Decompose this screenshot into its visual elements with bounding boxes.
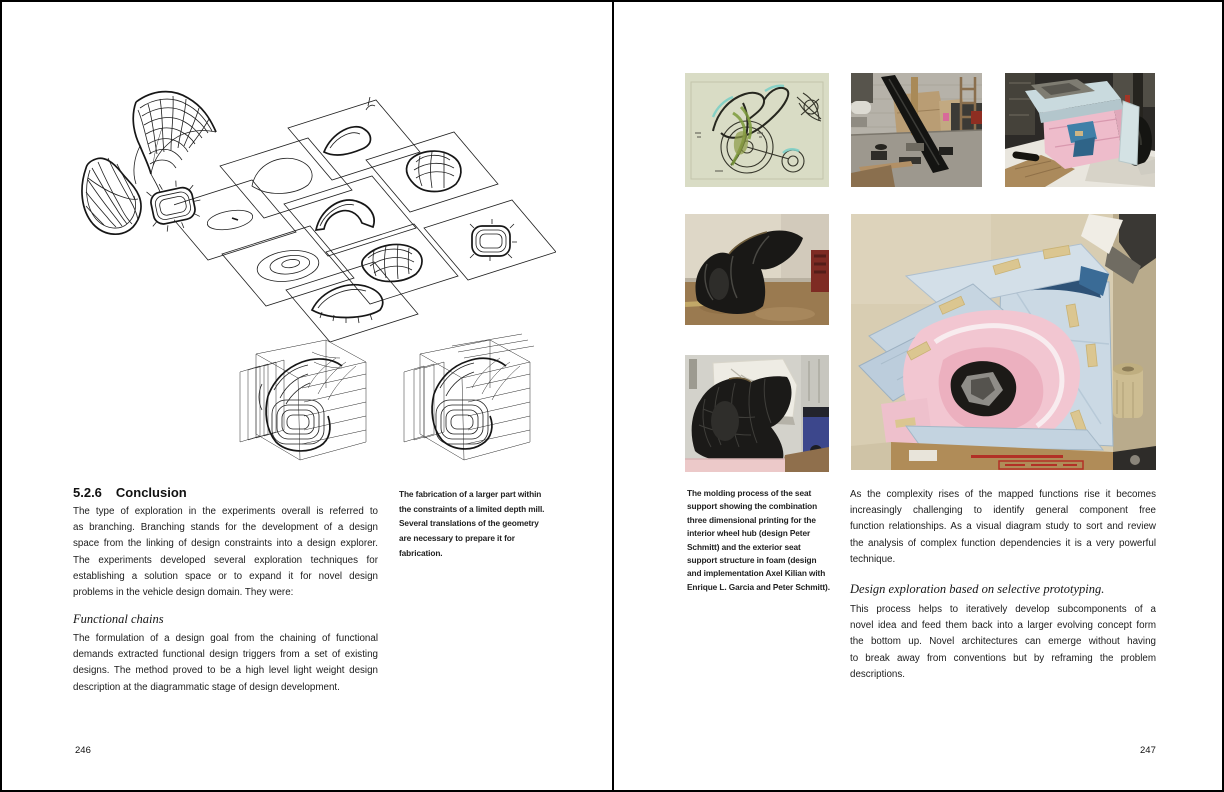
text-line: support showing the combination — [687, 501, 818, 512]
figure-milling-box-wireframe-a — [228, 332, 373, 474]
text-line: fabrication. — [399, 547, 443, 558]
text-line: interior wheel hub (design Peter — [687, 528, 811, 539]
text-line: the bottom up. Novel architectures can emerge without having — [850, 636, 1156, 648]
text-line: are necessary to prepare it for — [399, 533, 515, 544]
text-line: function relationships. As a visual diagram study to sort and review — [850, 521, 1156, 533]
text-line: Schmitt) and the exterior seat — [687, 541, 801, 552]
figure-panel-decomposition-grid — [174, 97, 556, 342]
foam-mold-closeup-photo — [851, 214, 1156, 470]
text-line: descriptions. — [850, 668, 905, 680]
left-subheading: Functional chains — [73, 612, 164, 626]
text-line: establishing a solution space or to expand it for novel design — [73, 570, 378, 582]
text-line: designs. The method proved to be a high level light weight design — [73, 665, 378, 677]
carbon-seat-on-mold-photo — [685, 355, 829, 472]
workshop-beam-photo — [851, 73, 982, 187]
left-paragraph-2 — [73, 631, 378, 696]
left-paragraph-1 — [73, 504, 378, 601]
left-figure-caption — [399, 487, 544, 561]
text-line: space from the linking of design constraints into a design explorer. — [73, 538, 378, 550]
text-line: description at the diagrammatic stage of design development. — [73, 681, 340, 693]
text-line: increasingly challenging to identify general component free — [850, 505, 1156, 517]
text-line: The fabrication of a larger part within — [399, 489, 542, 499]
text-line: As the complexity rises of the mapped functions rise it becomes — [850, 489, 1156, 500]
text-line: problems in the vehicle design domain. They were: — [73, 587, 294, 599]
text-line: as branching. Branching stands for the development of a design — [73, 522, 378, 534]
right-paragraph-1 — [850, 487, 1156, 568]
right-subheading: Design exploration based on selective prototyping. — [850, 582, 1105, 596]
text-line: The type of exploration in the experiments overall is referred to — [73, 506, 378, 517]
text-line: the constraints of a limited depth mill. — [399, 503, 545, 514]
text-line: technique. — [850, 553, 896, 565]
section-title: Conclusion — [115, 485, 187, 500]
text-line: three dimensional printing for the — [687, 514, 816, 525]
text-line: the analysis of complex function dependencies it is a very powerful — [850, 537, 1156, 549]
text-line: to break away from conventions but by reframing the problem — [850, 652, 1156, 664]
left-page-number: 246 — [75, 745, 91, 756]
page-divider — [612, 2, 614, 792]
foam-mold-assembly-photo — [1005, 73, 1155, 187]
section-heading — [73, 485, 187, 500]
text-line: novel idea and feed them back into a larger evolving concept form — [850, 620, 1156, 632]
right-page-number: 247 — [1140, 745, 1156, 756]
text-line: The molding process of the seat — [687, 488, 812, 498]
text-line: The formulation of a design goal from the chaining of functional — [73, 633, 378, 644]
section-number: 5.2.6 — [73, 485, 102, 500]
text-line: support structure in foam (design — [687, 555, 817, 566]
text-line: and implementation Axel Kilian with — [687, 568, 826, 579]
text-line: demands extracted functional design triggers from a set of existing — [73, 649, 378, 661]
text-line: This process helps to iteratively develop subcomponents of a — [850, 604, 1156, 615]
concept-sketch-photo — [685, 73, 829, 187]
text-line: Several translations of the geometry — [399, 518, 539, 529]
text-line: The experiments developed several exploration techniques for — [73, 554, 378, 566]
figure-milling-box-wireframe-b — [392, 332, 537, 474]
text-line: Enrique L. Garcia and Peter Schmitt). — [687, 581, 830, 592]
right-figure-caption — [687, 487, 835, 594]
right-paragraph-2 — [850, 602, 1156, 683]
carbon-seat-photo — [685, 214, 829, 325]
